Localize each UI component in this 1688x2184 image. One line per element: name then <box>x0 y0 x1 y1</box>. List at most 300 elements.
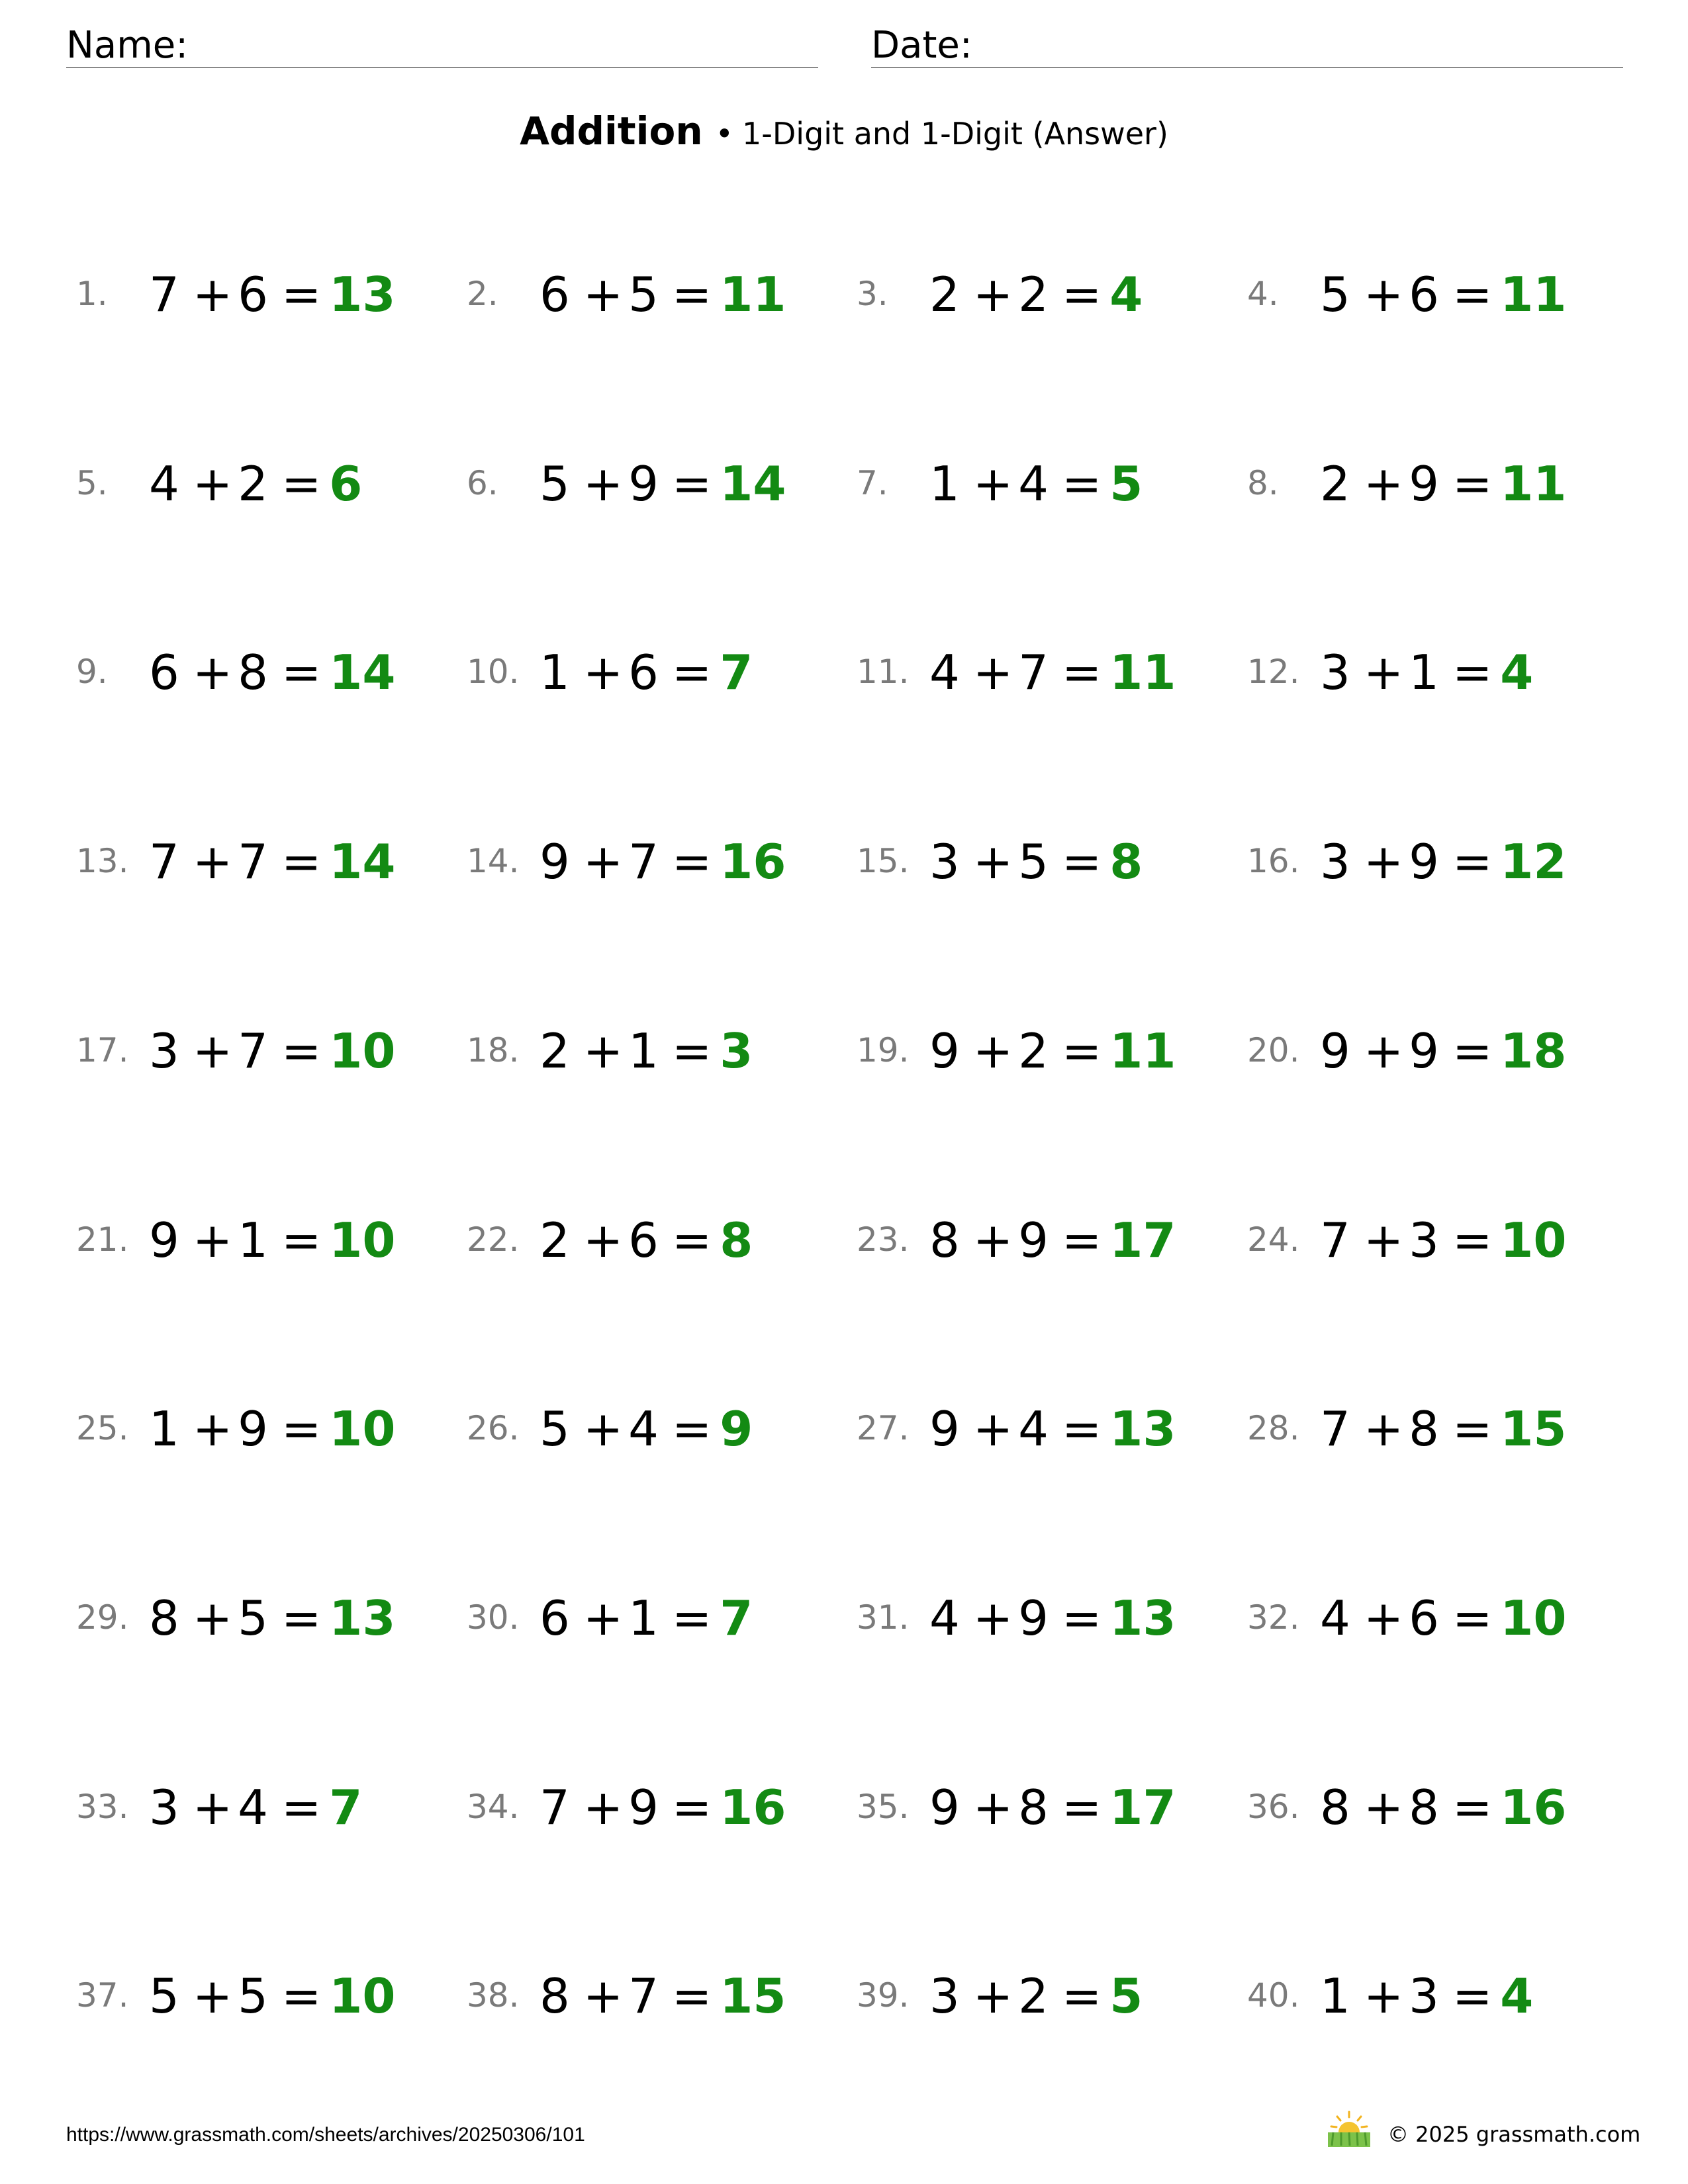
addend-a: 3 <box>929 1968 960 2024</box>
answer: 12 <box>1500 834 1567 889</box>
addend-b: 3 <box>1409 1212 1439 1268</box>
problem-item <box>76 1575 460 1661</box>
equation <box>539 266 786 323</box>
problem-number: 10. <box>467 653 520 691</box>
plus-sign: + <box>583 267 624 322</box>
answer: 18 <box>1500 1023 1567 1079</box>
equation <box>539 455 786 512</box>
addend-b: 7 <box>628 1968 659 2024</box>
problem-item <box>1247 629 1631 715</box>
answer: 13 <box>329 267 396 322</box>
addend-a: 9 <box>929 1780 960 1835</box>
answer: 4 <box>1109 267 1143 322</box>
equals-sign: = <box>671 1212 712 1268</box>
problem-number: 38. <box>467 1976 520 2015</box>
plus-sign: + <box>972 1023 1013 1079</box>
addend-b: 4 <box>628 1401 659 1457</box>
equals-sign: = <box>1452 1590 1493 1646</box>
problem-number: 20. <box>1247 1031 1300 1069</box>
problem-item <box>857 1197 1241 1283</box>
plus-sign: + <box>192 456 233 512</box>
addend-b: 1 <box>238 1212 268 1268</box>
equals-sign: = <box>671 1023 712 1079</box>
equation <box>149 266 395 323</box>
problem-item <box>1247 251 1631 338</box>
addend-b: 8 <box>238 645 268 700</box>
problem-number: 14. <box>467 842 520 880</box>
answer: 10 <box>1500 1590 1567 1646</box>
equals-sign: = <box>671 267 712 322</box>
equation <box>149 1023 395 1079</box>
answer: 15 <box>720 1968 786 2024</box>
plus-sign: + <box>1363 1780 1404 1835</box>
equals-sign: = <box>281 834 322 889</box>
addend-b: 6 <box>628 1212 659 1268</box>
addend-b: 5 <box>628 267 659 322</box>
addend-a: 4 <box>1320 1590 1350 1646</box>
addend-b: 4 <box>1018 1401 1049 1457</box>
plus-sign: + <box>583 456 624 512</box>
addend-b: 3 <box>1409 1968 1439 2024</box>
addend-a: 4 <box>929 645 960 700</box>
plus-sign: + <box>972 1401 1013 1457</box>
problem-number: 19. <box>857 1031 910 1069</box>
addend-a: 5 <box>539 1401 570 1457</box>
problem-item <box>467 1386 851 1472</box>
equals-sign: = <box>281 1401 322 1457</box>
problem-item <box>1247 1953 1631 2039</box>
problem-item <box>467 1008 851 1094</box>
answer: 13 <box>1109 1401 1176 1457</box>
problem-item <box>857 1386 1241 1472</box>
addend-b: 1 <box>628 1023 659 1079</box>
addend-b: 9 <box>1409 456 1439 512</box>
addend-b: 9 <box>1018 1590 1049 1646</box>
plus-sign: + <box>972 645 1013 700</box>
equation <box>149 1590 395 1647</box>
answer: 16 <box>720 834 786 889</box>
equals-sign: = <box>1061 1590 1102 1646</box>
answer: 8 <box>1109 834 1143 889</box>
problem-number: 28. <box>1247 1409 1300 1447</box>
equation <box>539 644 753 701</box>
equals-sign: = <box>1061 1968 1102 2024</box>
plus-sign: + <box>192 1212 233 1268</box>
addend-a: 9 <box>149 1212 179 1268</box>
problem-number: 24. <box>1247 1220 1300 1259</box>
grass-sun-logo-icon <box>1324 2110 1374 2150</box>
addend-a: 3 <box>149 1780 179 1835</box>
equation <box>929 455 1143 512</box>
problem-number: 35. <box>857 1788 910 1826</box>
plus-sign: + <box>583 1968 624 2024</box>
problem-number: 16. <box>1247 842 1300 880</box>
addend-a: 6 <box>539 267 570 322</box>
problem-number: 26. <box>467 1409 520 1447</box>
problem-number: 18. <box>467 1031 520 1069</box>
plus-sign: + <box>583 645 624 700</box>
equation <box>1320 1400 1566 1457</box>
equals-sign: = <box>1061 267 1102 322</box>
addend-a: 5 <box>1320 267 1350 322</box>
problem-item <box>857 1575 1241 1661</box>
addend-a: 7 <box>539 1780 570 1835</box>
problem-item <box>467 1575 851 1661</box>
equals-sign: = <box>281 456 322 512</box>
answer: 13 <box>329 1590 396 1646</box>
title-subtitle: 1-Digit and 1-Digit (Answer) <box>742 116 1168 152</box>
addend-b: 6 <box>628 645 659 700</box>
plus-sign: + <box>192 834 233 889</box>
problem-number: 21. <box>76 1220 129 1259</box>
answer: 5 <box>1109 456 1143 512</box>
equals-sign: = <box>671 645 712 700</box>
problem-item <box>857 629 1241 715</box>
problem-item <box>76 629 460 715</box>
equation <box>929 1779 1176 1836</box>
addend-a: 3 <box>1320 645 1350 700</box>
equals-sign: = <box>1061 1023 1102 1079</box>
equals-sign: = <box>671 1780 712 1835</box>
problem-item <box>857 251 1241 338</box>
addend-a: 7 <box>1320 1401 1350 1457</box>
addend-b: 2 <box>1018 1023 1049 1079</box>
equation <box>539 1590 753 1647</box>
worksheet-title <box>0 105 1688 167</box>
answer: 17 <box>1109 1780 1176 1835</box>
equals-sign: = <box>281 1780 322 1835</box>
equation <box>149 455 362 512</box>
answer: 16 <box>1500 1780 1567 1835</box>
problem-number: 13. <box>76 842 129 880</box>
plus-sign: + <box>1363 834 1404 889</box>
plus-sign: + <box>583 1780 624 1835</box>
equals-sign: = <box>1061 834 1102 889</box>
equation <box>1320 266 1566 323</box>
problem-item <box>76 1197 460 1283</box>
problem-item <box>1247 1008 1631 1094</box>
problem-number: 12. <box>1247 653 1300 691</box>
plus-sign: + <box>192 1780 233 1835</box>
problem-number: 17. <box>76 1031 129 1069</box>
equals-sign: = <box>1452 456 1493 512</box>
addend-b: 9 <box>1409 1023 1439 1079</box>
problem-number: 25. <box>76 1409 129 1447</box>
addend-b: 2 <box>1018 267 1049 322</box>
problem-item <box>1247 1764 1631 1850</box>
date-line <box>871 67 1623 68</box>
answer: 7 <box>720 1590 753 1646</box>
plus-sign: + <box>192 1590 233 1646</box>
problem-item <box>1247 1197 1631 1283</box>
plus-sign: + <box>1363 1023 1404 1079</box>
addend-a: 7 <box>149 267 179 322</box>
addend-b: 2 <box>238 456 268 512</box>
plus-sign: + <box>583 1212 624 1268</box>
addend-b: 7 <box>238 1023 268 1079</box>
equation <box>1320 1779 1566 1836</box>
equals-sign: = <box>1452 1212 1493 1268</box>
equation <box>149 1212 395 1269</box>
plus-sign: + <box>972 1590 1013 1646</box>
problem-item <box>467 819 851 905</box>
addend-b: 9 <box>1409 834 1439 889</box>
addend-a: 3 <box>149 1023 179 1079</box>
equals-sign: = <box>1452 1401 1493 1457</box>
plus-sign: + <box>1363 1212 1404 1268</box>
addend-a: 7 <box>1320 1212 1350 1268</box>
equation <box>149 644 395 701</box>
equation <box>149 1400 395 1457</box>
problem-item <box>1247 441 1631 527</box>
footer-url: https://www.grassmath.com/sheets/archives/20250306/101 <box>66 2124 585 2146</box>
equation <box>539 1968 786 2025</box>
addend-a: 5 <box>149 1968 179 2024</box>
equation <box>149 833 395 890</box>
problem-number: 9. <box>76 653 108 691</box>
problem-item <box>76 819 460 905</box>
equation <box>539 1023 753 1079</box>
equation <box>1320 1968 1533 2025</box>
problem-number: 36. <box>1247 1788 1300 1826</box>
addend-a: 9 <box>929 1401 960 1457</box>
problem-number: 32. <box>1247 1598 1300 1637</box>
answer: 7 <box>720 645 753 700</box>
equals-sign: = <box>281 1590 322 1646</box>
equals-sign: = <box>1452 1023 1493 1079</box>
equals-sign: = <box>1061 645 1102 700</box>
problem-item <box>76 1764 460 1850</box>
problem-item <box>467 1197 851 1283</box>
answer: 14 <box>720 456 786 512</box>
equals-sign: = <box>1452 267 1493 322</box>
problem-number: 30. <box>467 1598 520 1637</box>
answer: 10 <box>1500 1212 1567 1268</box>
addend-b: 6 <box>1409 1590 1439 1646</box>
problem-item <box>467 629 851 715</box>
date-label: Date: <box>871 24 972 67</box>
answer: 8 <box>720 1212 753 1268</box>
addend-b: 6 <box>238 267 268 322</box>
problem-number: 34. <box>467 1788 520 1826</box>
addend-a: 6 <box>539 1590 570 1646</box>
addend-a: 8 <box>539 1968 570 2024</box>
problem-number: 2. <box>467 275 498 313</box>
addend-b: 9 <box>1018 1212 1049 1268</box>
plus-sign: + <box>1363 1401 1404 1457</box>
problem-number: 40. <box>1247 1976 1300 2015</box>
equals-sign: = <box>1452 1968 1493 2024</box>
problem-number: 6. <box>467 464 498 502</box>
problem-number: 37. <box>76 1976 129 2015</box>
equation <box>1320 833 1566 890</box>
plus-sign: + <box>1363 456 1404 512</box>
answer: 11 <box>1500 267 1567 322</box>
addend-b: 9 <box>628 456 659 512</box>
plus-sign: + <box>192 267 233 322</box>
equation <box>149 1968 395 2025</box>
problem-item <box>857 1008 1241 1094</box>
addend-b: 7 <box>238 834 268 889</box>
equals-sign: = <box>281 645 322 700</box>
equation <box>539 1779 786 1836</box>
addend-b: 2 <box>1018 1968 1049 2024</box>
equation <box>929 1968 1143 2025</box>
equation <box>1320 455 1566 512</box>
plus-sign: + <box>1363 267 1404 322</box>
problem-item <box>76 1386 460 1472</box>
equation <box>1320 644 1533 701</box>
addend-a: 8 <box>1320 1780 1350 1835</box>
answer: 11 <box>1500 456 1567 512</box>
plus-sign: + <box>972 1780 1013 1835</box>
problem-number: 4. <box>1247 275 1279 313</box>
problem-item <box>857 819 1241 905</box>
addend-b: 8 <box>1409 1780 1439 1835</box>
answer: 13 <box>1109 1590 1176 1646</box>
problem-item <box>1247 1575 1631 1661</box>
addend-a: 7 <box>149 834 179 889</box>
addend-b: 1 <box>1409 645 1439 700</box>
problem-item <box>76 441 460 527</box>
problem-item <box>76 251 460 338</box>
problem-number: 33. <box>76 1788 129 1826</box>
addend-b: 4 <box>238 1780 268 1835</box>
equation <box>1320 1023 1566 1079</box>
title-main: Addition <box>520 109 703 154</box>
plus-sign: + <box>192 645 233 700</box>
problem-number: 23. <box>857 1220 910 1259</box>
answer: 17 <box>1109 1212 1176 1268</box>
answer: 9 <box>720 1401 753 1457</box>
addend-a: 1 <box>149 1401 179 1457</box>
problem-item <box>467 441 851 527</box>
addend-a: 5 <box>539 456 570 512</box>
equals-sign: = <box>1452 1780 1493 1835</box>
answer: 6 <box>329 456 363 512</box>
problem-item <box>467 251 851 338</box>
addend-b: 8 <box>1018 1780 1049 1835</box>
plus-sign: + <box>972 456 1013 512</box>
equation <box>539 833 786 890</box>
equals-sign: = <box>671 1401 712 1457</box>
problem-item <box>1247 1386 1631 1472</box>
plus-sign: + <box>1363 1590 1404 1646</box>
equation <box>929 833 1143 890</box>
plus-sign: + <box>192 1023 233 1079</box>
problem-number: 22. <box>467 1220 520 1259</box>
addend-b: 9 <box>238 1401 268 1457</box>
plus-sign: + <box>972 1968 1013 2024</box>
equals-sign: = <box>671 1590 712 1646</box>
addend-a: 1 <box>929 456 960 512</box>
answer: 5 <box>1109 1968 1143 2024</box>
addend-a: 4 <box>149 456 179 512</box>
equation <box>539 1400 753 1457</box>
addend-b: 5 <box>1018 834 1049 889</box>
plus-sign: + <box>1363 1968 1404 2024</box>
name-line <box>66 67 818 68</box>
addend-a: 1 <box>539 645 570 700</box>
equals-sign: = <box>281 1212 322 1268</box>
problem-number: 11. <box>857 653 910 691</box>
addend-a: 9 <box>929 1023 960 1079</box>
equation <box>929 1023 1176 1079</box>
answer: 10 <box>329 1023 396 1079</box>
problem-item <box>76 1953 460 2039</box>
problem-number: 1. <box>76 275 108 313</box>
equals-sign: = <box>671 456 712 512</box>
equation <box>1320 1590 1566 1647</box>
plus-sign: + <box>192 1968 233 2024</box>
addend-b: 5 <box>238 1968 268 2024</box>
addend-b: 9 <box>628 1780 659 1835</box>
equation <box>929 1400 1176 1457</box>
problem-number: 39. <box>857 1976 910 2015</box>
addend-a: 9 <box>1320 1023 1350 1079</box>
addend-a: 1 <box>1320 1968 1350 2024</box>
problem-item <box>76 1008 460 1094</box>
addend-b: 5 <box>238 1590 268 1646</box>
addend-a: 2 <box>929 267 960 322</box>
addend-a: 2 <box>1320 456 1350 512</box>
problem-number: 8. <box>1247 464 1279 502</box>
answer: 10 <box>329 1968 396 2024</box>
equals-sign: = <box>1061 1212 1102 1268</box>
addend-b: 8 <box>1409 1401 1439 1457</box>
plus-sign: + <box>1363 645 1404 700</box>
answer: 4 <box>1500 1968 1534 2024</box>
answer: 11 <box>1109 645 1176 700</box>
addend-a: 9 <box>539 834 570 889</box>
problem-item <box>857 441 1241 527</box>
title-bullet: • <box>715 116 733 152</box>
name-label: Name: <box>66 24 189 67</box>
addend-a: 2 <box>539 1023 570 1079</box>
equals-sign: = <box>281 1968 322 2024</box>
answer: 14 <box>329 645 396 700</box>
problem-number: 7. <box>857 464 888 502</box>
plus-sign: + <box>972 267 1013 322</box>
problem-item <box>1247 819 1631 905</box>
equals-sign: = <box>1061 1401 1102 1457</box>
addend-a: 4 <box>929 1590 960 1646</box>
equals-sign: = <box>281 267 322 322</box>
plus-sign: + <box>583 1023 624 1079</box>
plus-sign: + <box>583 1590 624 1646</box>
addend-b: 6 <box>1409 267 1439 322</box>
equals-sign: = <box>1061 1780 1102 1835</box>
addend-a: 8 <box>929 1212 960 1268</box>
answer: 11 <box>720 267 786 322</box>
addend-a: 8 <box>149 1590 179 1646</box>
problem-item <box>857 1764 1241 1850</box>
equation <box>929 1590 1176 1647</box>
equation <box>149 1779 362 1836</box>
addend-a: 3 <box>1320 834 1350 889</box>
plus-sign: + <box>583 1401 624 1457</box>
addend-b: 7 <box>1018 645 1049 700</box>
equation <box>1320 1212 1566 1269</box>
problem-item <box>467 1764 851 1850</box>
problem-number: 3. <box>857 275 888 313</box>
addend-a: 6 <box>149 645 179 700</box>
problem-number: 5. <box>76 464 108 502</box>
plus-sign: + <box>583 834 624 889</box>
problem-number: 27. <box>857 1409 910 1447</box>
equals-sign: = <box>671 1968 712 2024</box>
footer-copyright: © 2025 grassmath.com <box>1387 2122 1641 2147</box>
